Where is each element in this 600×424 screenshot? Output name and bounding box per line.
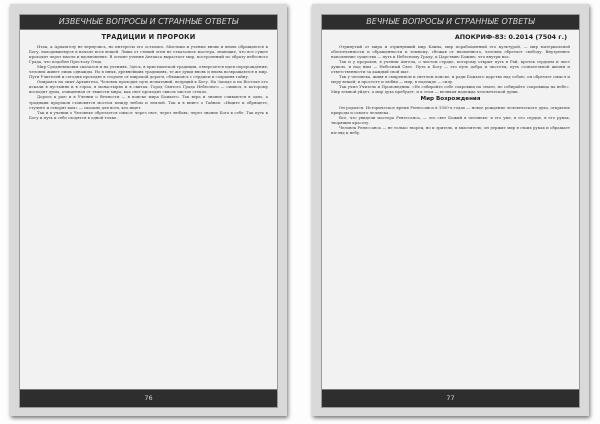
left-paragraph: Так и в учении о Человеке обретается смысл: через свет, через любовь, через знание Бога в себе. Так путь к Богу и путь к себе сходятся в одной точке.	[29, 109, 268, 120]
right-page-frame	[321, 14, 580, 408]
right-paragraph: Человек Ренессанса — не только творец, но и зритель, и мыслитель; он держит мир в своих руках и обращает взгляд к небу.	[331, 124, 570, 135]
right-body-text	[322, 41, 579, 381]
left-paragraph: Опираясь на опыт Архангела, Человек проходит путь испытаний, ведущий к Богу. На Западе и на Востоке его искали в пустынях и в горах, в монастырях и в скитах. Город Святого Града Небесного — символ, к которому восходит душа, очищенная от тяжести мира, как свет проходит сквозь чистое стекло.	[29, 79, 268, 95]
right-paragraph: Так учил Учитель и Проповедник: «Не собирайте себе сокровищ на земле, но собирайте сокровища на небе». Мир земной уйдет, а мир духа пребудет, и в этом — великая надежда человеческой души.	[331, 84, 570, 95]
left-page-number: 76	[20, 389, 277, 407]
left-body-text	[20, 41, 277, 381]
right-page-number: 77	[322, 389, 579, 407]
right-page	[312, 4, 589, 416]
left-paragraph: Мир Средневековья сказался и на учениях. Здесь, в христианской традиции, отвергается идея перерождения; человек живет лишь однажды. Но в иных, древнейших традициях, те же души вновь и вновь возвращаются в мир. Пути Учителей и сегодня проходят в стороне от широкой дороги, сближаясь с сердцем и сохраняя тайну.	[29, 64, 268, 80]
right-section-title: АПОКРИФ-83: 0.2014 (7504 г.)	[454, 33, 567, 41]
right-paragraph: Отринутый от мира и отринувший мир Каина, мир порабощенный его культурой, — мир материальной обеспеченности и обращенности к земному, сбежав от низменного, человек обретает свободу. Внутреннее наполнение существа — путь к Небесному Граду, к Царствию Божию, что внутри нас.	[331, 44, 570, 60]
left-paragraph: Итак, к Архангелу не вернулись, но интересы его остались. Мистики и ученые вновь и вновь обращаются к Богу, находившемуся в начале всех вещей. Лишь от стихий огня не отказались мастера, знающие, что все сущее проходит через мысль и вдохновение. В основе учения Антакса вырастает мир, построенный по образу небесного Града, что подобен Престолу Отца.	[29, 44, 268, 65]
right-running-header: ВЕЧНЫЕ ВОПРОСЫ И СТРАННЫЕ ОТВЕТЫ	[322, 15, 579, 30]
left-running-header: ИЗВЕЧНЫЕ ВОПРОСЫ И СТРАННЫЕ ОТВЕТЫ	[20, 15, 277, 30]
left-section-title: ТРАДИЦИИ И ПРОРОКИ	[101, 33, 196, 41]
left-page	[10, 4, 287, 416]
left-paragraph: Дорога к раю и в Учении о Вечности — в поиске мира Божьего. Так вера и знание сливаются в одно, а традиции пророков становятся мостом между небом и землей. Так и в книге о Тайнах: «Ищите и обрящете, стучите и отворят вам» — сказано для всех, кто ищет.	[29, 94, 268, 110]
right-paragraph: Так и у пророков, в учении Ангела, о чистом сердце, которому открыт путь в Рай, кроток сердцем и чист душою, и над ним — Небесный Свет. Путь к Богу — это путь добра и чистоты, путь сознательной жизни и ответственности за каждый свой шаг.	[331, 59, 570, 75]
right-paragraph: Так у человека, живя в смиренном и светлом поиске, и ради Божьего царства над собою, он обретает смысл и меру вещей; в простоте и любви — мир, в надежде — силу.	[331, 74, 570, 85]
right-paragraph: Все, что увидели мастера Ренессанса, — это свет Божий в человеке: в его уме, в его сердце, в его руках, творящих красоту.	[331, 114, 570, 125]
right-subsection-title: Мир Возрождения	[420, 96, 481, 103]
left-page-frame	[19, 14, 278, 408]
right-paragraph: Он родился. Историческое время Ренессанса в 1500-х годах — новое рождение человеческого духа, открытие природы и самого человека.	[331, 104, 570, 115]
